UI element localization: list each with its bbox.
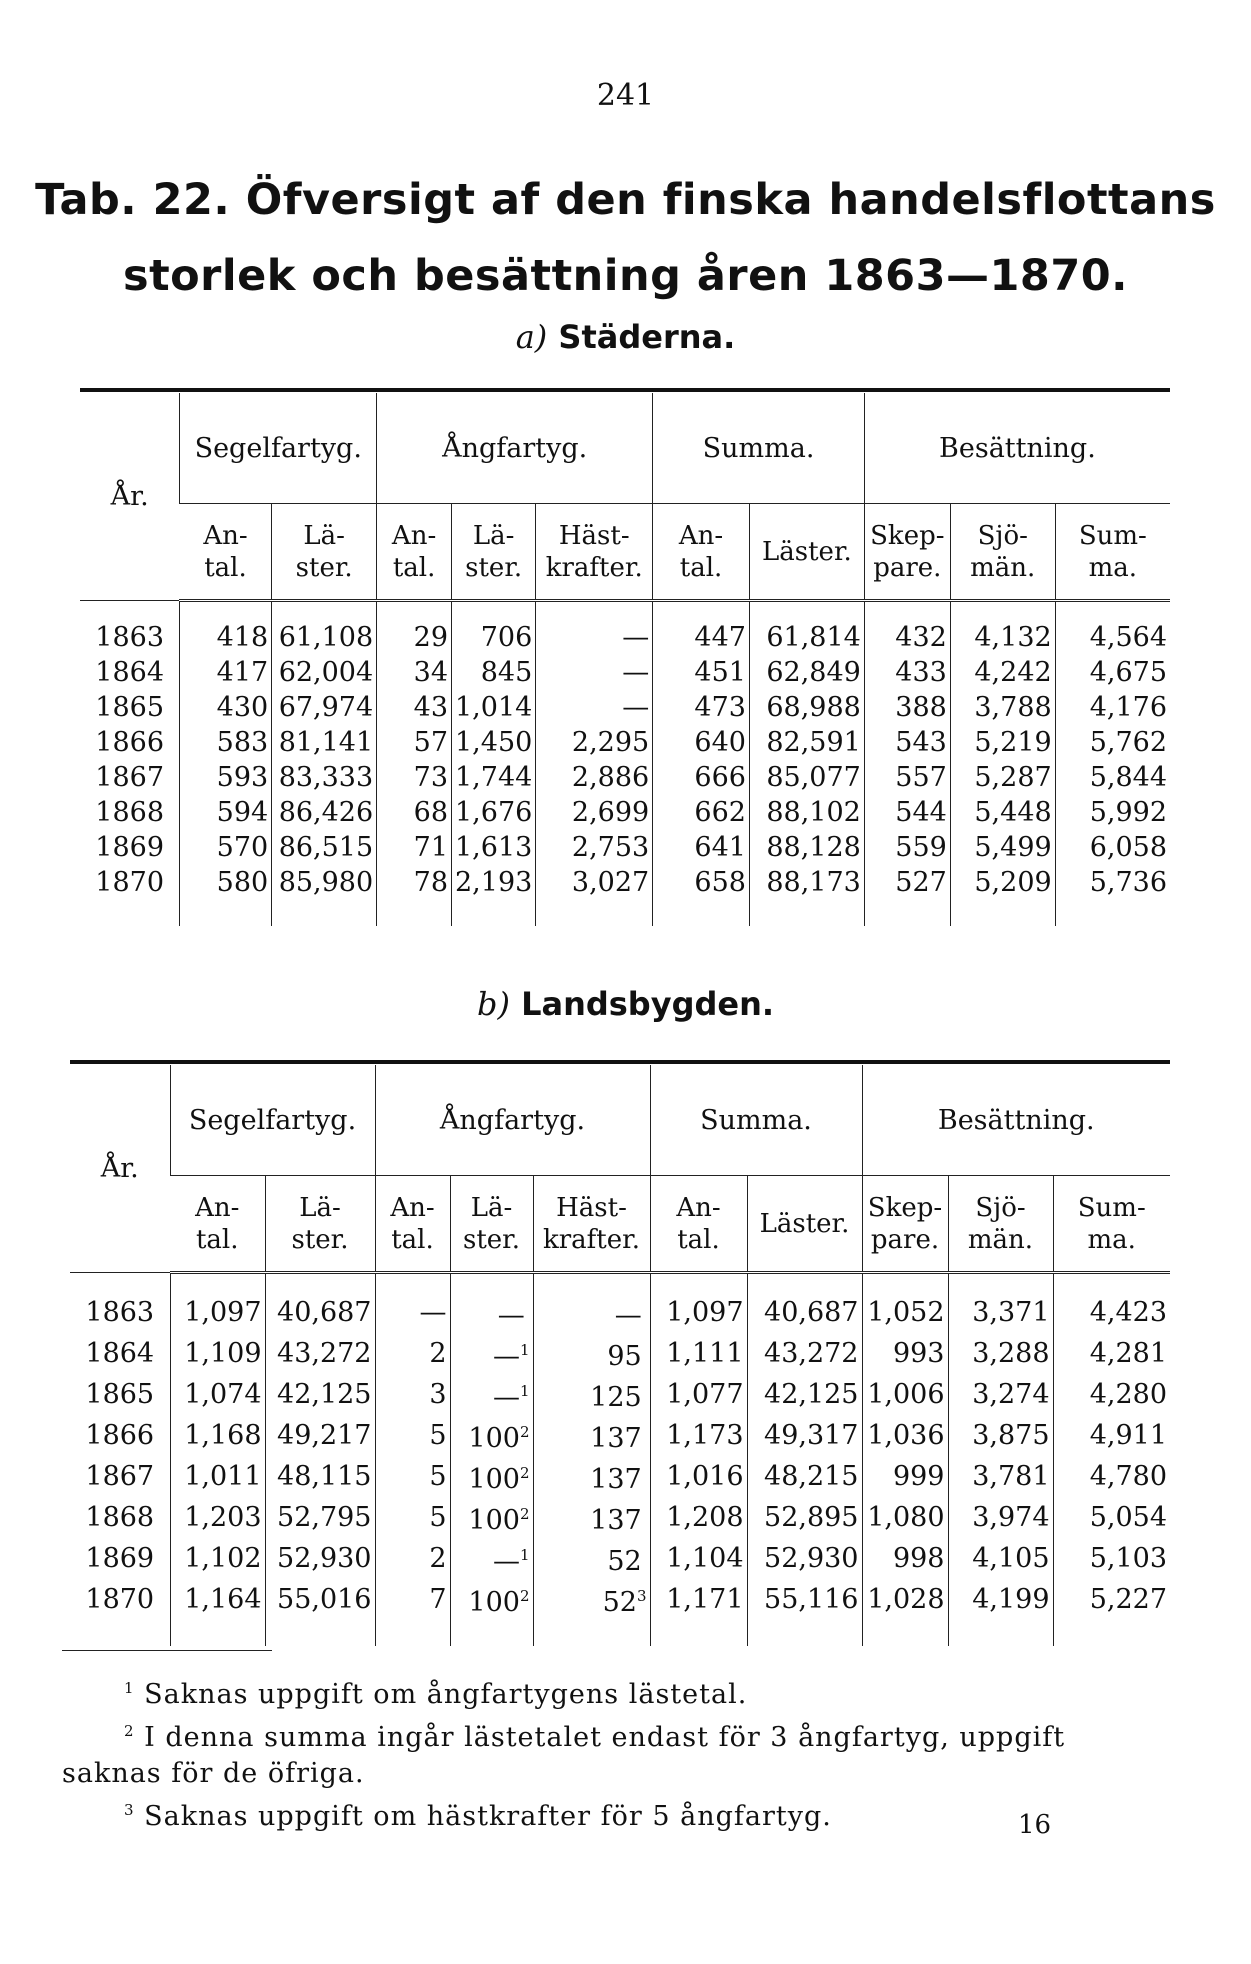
table-row — [70, 1538, 1170, 1579]
cell-sjoman: 3,274 — [948, 1374, 1053, 1415]
cell-segel-antal: 1,109 — [170, 1333, 265, 1374]
cell-summa-antal: 640 — [653, 725, 750, 760]
col-laster: Lä- ster. — [452, 504, 536, 601]
cell-besattning-summa: 4,911 — [1053, 1415, 1170, 1456]
cell-summa-laster: 48,215 — [747, 1456, 862, 1497]
table-row — [70, 1497, 1170, 1538]
cell-year: 1865 — [85, 1379, 155, 1410]
table-row — [80, 655, 1170, 690]
cell-year: 1866 — [85, 1420, 155, 1451]
footnote-mark: 3 — [124, 1801, 135, 1819]
cell-ang-antal: 5 — [375, 1456, 450, 1497]
cell-skeppare: 1,006 — [862, 1374, 948, 1415]
cell-summa-laster: 88,173 — [749, 865, 864, 926]
cell-besattning-summa: 4,675 — [1055, 655, 1170, 690]
cell-ang-laster: 1,613 — [452, 830, 536, 865]
cell-segel-laster: 52,930 — [265, 1538, 375, 1579]
cell-sjoman: 5,499 — [950, 830, 1055, 865]
cell-besattning-summa: 6,058 — [1055, 830, 1170, 865]
section-a-letter: a) — [515, 318, 548, 356]
col-laster: Lä- ster. — [272, 504, 377, 601]
table-row — [70, 1579, 1170, 1646]
cell-sjoman: 3,974 — [948, 1497, 1053, 1538]
cell-summa-antal: 1,077 — [650, 1374, 747, 1415]
cell-summa-antal: 473 — [653, 690, 750, 725]
cell-segel-antal: 1,097 — [170, 1273, 265, 1334]
cell-ang-hastkrafter: 2,886 — [536, 760, 653, 795]
cell-year: 1868 — [85, 1502, 155, 1533]
cell-besattning-summa: 4,564 — [1055, 601, 1170, 656]
cell-ang-antal: 2 — [375, 1333, 450, 1374]
cell-segel-laster: 86,515 — [272, 830, 377, 865]
cell-sjoman: 3,788 — [950, 690, 1055, 725]
col-antal: An- tal. — [180, 504, 272, 601]
col-ar: År. — [70, 1065, 170, 1273]
col-summa-besattning: Sum- ma. — [1055, 504, 1170, 601]
section-a-top-rule — [80, 388, 1170, 392]
col-sjoman: Sjö- män. — [950, 504, 1055, 601]
cell-ang-hastkrafter: $52^3$ — [533, 1579, 650, 1646]
cell-ang-hastkrafter: 137 — [533, 1497, 650, 1538]
cell-summa-laster: 68,988 — [749, 690, 864, 725]
cell-ang-laster: —$^1$ — [450, 1374, 533, 1415]
col-sjoman: Sjö- män. — [948, 1176, 1053, 1273]
cell-summa-antal: 1,016 — [650, 1456, 747, 1497]
cell-segel-laster: 85,980 — [272, 865, 377, 926]
cell-ang-laster: —$^1$ — [450, 1333, 533, 1374]
cell-summa-laster: 52,930 — [747, 1538, 862, 1579]
cell-sjoman: 5,448 — [950, 795, 1055, 830]
footnotes — [62, 1670, 1172, 1835]
cell-skeppare: 543 — [864, 725, 950, 760]
cell-ang-laster: —$^1$ — [450, 1538, 533, 1579]
cell-year: 1865 — [95, 692, 165, 723]
footnote-ref: 1 — [519, 1382, 530, 1400]
cell-sjoman: 3,781 — [948, 1456, 1053, 1497]
cell-skeppare: 557 — [864, 760, 950, 795]
cell-ang-antal: 3 — [375, 1374, 450, 1415]
cell-summa-antal: 658 — [653, 865, 750, 926]
cell-year: 1864 — [95, 657, 165, 688]
cell-besattning-summa: 5,992 — [1055, 795, 1170, 830]
table-row — [70, 1415, 1170, 1456]
cell-year: 1869 — [95, 832, 165, 863]
footnote-text: Saknas uppgift om ångfartygens lästetal. — [134, 1679, 748, 1710]
cell-summa-antal: 1,171 — [650, 1579, 747, 1646]
cell-year: 1869 — [85, 1543, 155, 1574]
cell-segel-antal: 593 — [180, 760, 272, 795]
cell-skeppare: 544 — [864, 795, 950, 830]
cell-summa-antal: 1,208 — [650, 1497, 747, 1538]
cell-ang-laster: 706 — [452, 601, 536, 656]
cell-sjoman: 3,371 — [948, 1273, 1053, 1334]
cell-segel-laster: 49,217 — [265, 1415, 375, 1456]
cell-ang-hastkrafter: 2,699 — [536, 795, 653, 830]
table-row — [70, 1273, 1170, 1334]
cell-besattning-summa: 4,423 — [1053, 1273, 1170, 1334]
cell-besattning-summa: 5,736 — [1055, 865, 1170, 926]
cell-ang-antal: — — [375, 1273, 450, 1334]
cell-besattning-summa: 5,762 — [1055, 725, 1170, 760]
cell-year: 1866 — [95, 727, 165, 758]
cell-skeppare: 388 — [864, 690, 950, 725]
cell-skeppare: 999 — [862, 1456, 948, 1497]
col-angfartyg: Ångfartyg. — [375, 1065, 650, 1176]
page-number: 241 — [596, 78, 655, 113]
col-summa-besattning: Sum- ma. — [1053, 1176, 1170, 1273]
cell-besattning-summa: 4,780 — [1053, 1456, 1170, 1497]
cell-sjoman: 5,287 — [950, 760, 1055, 795]
cell-sjoman: 4,199 — [948, 1579, 1053, 1646]
cell-sjoman: 5,209 — [950, 865, 1055, 926]
cell-besattning-summa: 5,054 — [1053, 1497, 1170, 1538]
cell-year: 1864 — [85, 1338, 155, 1369]
col-summa: Summa. — [653, 393, 865, 504]
cell-ang-hastkrafter: 95 — [533, 1333, 650, 1374]
cell-ang-laster: 1,014 — [452, 690, 536, 725]
table-row — [70, 1456, 1170, 1497]
footnote-item — [62, 1713, 1172, 1792]
cell-year: 1868 — [95, 797, 165, 828]
cell-segel-antal: 1,164 — [170, 1579, 265, 1646]
cell-sjoman: 4,132 — [950, 601, 1055, 656]
cell-skeppare: 1,080 — [862, 1497, 948, 1538]
cell-besattning-summa: 4,280 — [1053, 1374, 1170, 1415]
cell-summa-laster: 40,687 — [747, 1273, 862, 1334]
title-line-1: Tab. 22. Öfversigt af den finska handelsflottans — [35, 175, 1216, 225]
cell-segel-laster: 81,141 — [272, 725, 377, 760]
section-a-heading — [0, 318, 1251, 356]
cell-segel-laster: 62,004 — [272, 655, 377, 690]
cell-ang-hastkrafter: — — [536, 655, 653, 690]
col-antal: An- tal. — [650, 1176, 747, 1273]
cell-ang-antal: 71 — [377, 830, 452, 865]
cell-summa-antal: 451 — [653, 655, 750, 690]
cell-skeppare: 432 — [864, 601, 950, 656]
cell-summa-antal: 1,104 — [650, 1538, 747, 1579]
cell-segel-antal: 1,168 — [170, 1415, 265, 1456]
cell-ang-antal: 43 — [377, 690, 452, 725]
table-row — [70, 1333, 1170, 1374]
cell-ang-hastkrafter: — — [533, 1273, 650, 1334]
col-antal: An- tal. — [653, 504, 750, 601]
cell-segel-antal: 570 — [180, 830, 272, 865]
cell-year: 1867 — [95, 762, 165, 793]
cell-ang-laster: 1,676 — [452, 795, 536, 830]
cell-ang-antal: 2 — [375, 1538, 450, 1579]
cell-year: 1867 — [85, 1461, 155, 1492]
section-a-name: Städerna. — [558, 318, 736, 356]
section-b-name: Landsbygden. — [521, 985, 775, 1023]
cell-besattning-summa: 4,176 — [1055, 690, 1170, 725]
cell-year: 1863 — [85, 1296, 155, 1328]
footnote-item — [62, 1670, 1172, 1713]
footnote-ref: 1 — [519, 1341, 530, 1359]
cell-ang-laster: 1,744 — [452, 760, 536, 795]
cell-ang-laster: $100^2$ — [450, 1415, 533, 1456]
table-title — [0, 162, 1251, 314]
footnote-ref: 1 — [519, 1546, 530, 1564]
col-besattning: Besättning. — [864, 393, 1170, 504]
cell-segel-laster: 48,115 — [265, 1456, 375, 1497]
cell-segel-antal: 430 — [180, 690, 272, 725]
cell-summa-laster: 43,272 — [747, 1333, 862, 1374]
cell-summa-laster: 42,125 — [747, 1374, 862, 1415]
cell-sjoman: 5,219 — [950, 725, 1055, 760]
cell-segel-laster: 67,974 — [272, 690, 377, 725]
cell-summa-laster: 52,895 — [747, 1497, 862, 1538]
cell-sjoman: 3,288 — [948, 1333, 1053, 1374]
cell-ang-antal: 68 — [377, 795, 452, 830]
cell-summa-antal: 447 — [653, 601, 750, 656]
footnote-rule — [62, 1650, 272, 1651]
cell-ang-hastkrafter: 137 — [533, 1456, 650, 1497]
cell-besattning-summa: 5,103 — [1053, 1538, 1170, 1579]
cell-segel-antal: 1,203 — [170, 1497, 265, 1538]
cell-summa-laster: 82,591 — [749, 725, 864, 760]
col-hastkrafter: Häst- krafter. — [536, 504, 653, 601]
col-antal: An- tal. — [170, 1176, 265, 1273]
table-row — [80, 725, 1170, 760]
cell-ang-laster: $100^2$ — [450, 1456, 533, 1497]
col-hastkrafter: Häst- krafter. — [533, 1176, 650, 1273]
cell-skeppare: 993 — [862, 1333, 948, 1374]
table-row — [80, 760, 1170, 795]
cell-ang-hastkrafter: 52 — [533, 1538, 650, 1579]
cell-ang-antal: 29 — [377, 601, 452, 656]
cell-summa-laster: 85,077 — [749, 760, 864, 795]
cell-segel-antal: 594 — [180, 795, 272, 830]
cell-segel-laster: 83,333 — [272, 760, 377, 795]
cell-ang-hastkrafter: 2,753 — [536, 830, 653, 865]
cell-ang-laster: $100^2$ — [450, 1579, 533, 1646]
cell-skeppare: 998 — [862, 1538, 948, 1579]
cell-ang-antal: 5 — [375, 1415, 450, 1456]
cell-summa-antal: 666 — [653, 760, 750, 795]
cell-summa-laster: 62,849 — [749, 655, 864, 690]
cell-segel-laster: 43,272 — [265, 1333, 375, 1374]
cell-summa-antal: 662 — [653, 795, 750, 830]
table-row — [80, 830, 1170, 865]
footnote-mark: 1 — [124, 1679, 135, 1697]
cell-ang-laster: — — [450, 1273, 533, 1334]
section-b-top-rule — [70, 1060, 1170, 1064]
cell-segel-laster: 55,016 — [265, 1579, 375, 1646]
footnote-ref: 3 — [636, 1587, 647, 1605]
col-summa: Summa. — [650, 1065, 862, 1176]
table-row — [80, 601, 1170, 656]
cell-summa-laster: 61,814 — [749, 601, 864, 656]
cell-segel-laster: 52,795 — [265, 1497, 375, 1538]
table-row — [80, 865, 1170, 926]
cell-ang-antal: 5 — [375, 1497, 450, 1538]
cell-segel-antal: 583 — [180, 725, 272, 760]
cell-skeppare: 1,036 — [862, 1415, 948, 1456]
cell-besattning-summa: 5,844 — [1055, 760, 1170, 795]
footnote-ref: 2 — [519, 1587, 530, 1605]
section-b-heading — [0, 985, 1251, 1023]
footnote-ref: 2 — [519, 1423, 530, 1441]
cell-segel-antal: 1,011 — [170, 1456, 265, 1497]
table-row — [70, 1374, 1170, 1415]
col-ar: År. — [80, 393, 180, 601]
cell-ang-hastkrafter: 125 — [533, 1374, 650, 1415]
footnote-ref: 2 — [519, 1505, 530, 1523]
cell-ang-laster: 1,450 — [452, 725, 536, 760]
cell-summa-laster: 49,317 — [747, 1415, 862, 1456]
cell-segel-antal: 1,074 — [170, 1374, 265, 1415]
col-antal: An- tal. — [377, 504, 452, 601]
col-angfartyg: Ångfartyg. — [377, 393, 653, 504]
col-antal: An- tal. — [375, 1176, 450, 1273]
footnote-mark: 2 — [124, 1722, 135, 1740]
cell-segel-laster: 42,125 — [265, 1374, 375, 1415]
cell-ang-hastkrafter: 2,295 — [536, 725, 653, 760]
cell-summa-antal: 1,111 — [650, 1333, 747, 1374]
title-line-2: storlek och besättning åren 1863—1870. — [122, 251, 1129, 301]
cell-ang-laster: 845 — [452, 655, 536, 690]
cell-sjoman: 4,242 — [950, 655, 1055, 690]
cell-ang-hastkrafter: 3,027 — [536, 865, 653, 926]
cell-segel-laster: 40,687 — [265, 1273, 375, 1334]
cell-ang-antal: 34 — [377, 655, 452, 690]
cell-segel-laster: 61,108 — [272, 601, 377, 656]
cell-ang-antal: 78 — [377, 865, 452, 926]
section-b-letter: b) — [476, 985, 510, 1023]
col-laster-full: Läster. — [747, 1176, 862, 1273]
cell-ang-hastkrafter: — — [536, 690, 653, 725]
cell-ang-laster: 2,193 — [452, 865, 536, 926]
cell-summa-laster: 88,128 — [749, 830, 864, 865]
col-laster-full: Läster. — [749, 504, 864, 601]
cell-summa-laster: 88,102 — [749, 795, 864, 830]
footnote-item — [62, 1792, 1172, 1835]
cell-summa-antal: 641 — [653, 830, 750, 865]
cell-sjoman: 3,875 — [948, 1415, 1053, 1456]
footnote-ref: 2 — [519, 1464, 530, 1482]
table-row — [80, 690, 1170, 725]
cell-sjoman: 4,105 — [948, 1538, 1053, 1579]
cell-ang-laster: $100^2$ — [450, 1497, 533, 1538]
cell-segel-antal: 418 — [180, 601, 272, 656]
cell-summa-antal: 1,173 — [650, 1415, 747, 1456]
col-skeppare: Skep- pare. — [864, 504, 950, 601]
cell-besattning-summa: 4,281 — [1053, 1333, 1170, 1374]
cell-year: 1870 — [95, 867, 165, 898]
footnote-text: Saknas uppgift om hästkrafter för 5 ångfartyg. — [134, 1801, 832, 1832]
col-segelfartyg: Segelfartyg. — [170, 1065, 375, 1176]
table-landsbygden — [70, 1065, 1170, 1646]
col-segelfartyg: Segelfartyg. — [180, 393, 377, 504]
table-a-body — [80, 601, 1170, 927]
cell-skeppare: 559 — [864, 830, 950, 865]
cell-segel-antal: 417 — [180, 655, 272, 690]
table-b-body — [70, 1273, 1170, 1647]
col-laster: Lä- ster. — [265, 1176, 375, 1273]
cell-segel-laster: 86,426 — [272, 795, 377, 830]
signature-mark: 16 — [1018, 1810, 1052, 1840]
col-besattning: Besättning. — [862, 1065, 1170, 1176]
cell-skeppare: 1,052 — [862, 1273, 948, 1334]
cell-segel-antal: 580 — [180, 865, 272, 926]
cell-year: 1870 — [85, 1584, 155, 1615]
cell-ang-antal: 57 — [377, 725, 452, 760]
cell-summa-antal: 1,097 — [650, 1273, 747, 1334]
cell-summa-laster: 55,116 — [747, 1579, 862, 1646]
cell-skeppare: 1,028 — [862, 1579, 948, 1646]
col-skeppare: Skep- pare. — [862, 1176, 948, 1273]
cell-skeppare: 527 — [864, 865, 950, 926]
cell-ang-antal: 7 — [375, 1579, 450, 1646]
cell-segel-antal: 1,102 — [170, 1538, 265, 1579]
cell-ang-antal: 73 — [377, 760, 452, 795]
col-laster: Lä- ster. — [450, 1176, 533, 1273]
cell-ang-hastkrafter: — — [536, 601, 653, 656]
footnote-text: I denna summa ingår lästetalet endast för 3 ångfartyg, uppgift saknas för de öfriga. — [62, 1722, 1066, 1789]
table-stadernas — [80, 393, 1170, 926]
cell-besattning-summa: 5,227 — [1053, 1579, 1170, 1646]
cell-year: 1863 — [95, 621, 165, 653]
table-row — [80, 795, 1170, 830]
cell-skeppare: 433 — [864, 655, 950, 690]
cell-ang-hastkrafter: 137 — [533, 1415, 650, 1456]
